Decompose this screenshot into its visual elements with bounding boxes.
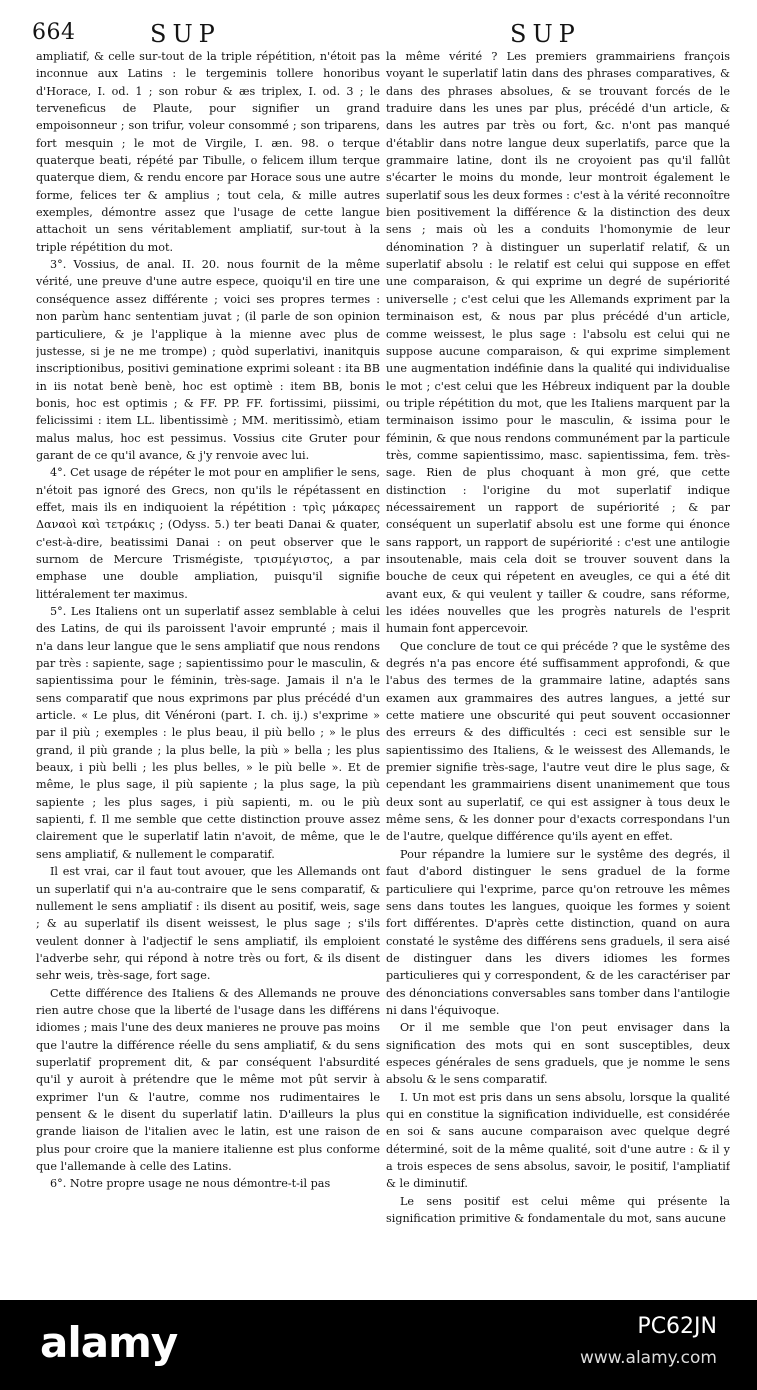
- paragraph: 4°. Cet usage de répéter le mot pour en amplifier le sens, n'étoit pas ignoré des Grecs, non qu'ils le répétassent en effet, mais ils en indiquoient la répétition : τρὶς μάκαρες Δαναοὶ καὶ τετράκις ; (Odyss. 5.) ter beati Danai & quater, c'est-à-dire, beatissimi Danai : on peut observer que le surnom de Mercure Trismégiste, τρισμέγιστος, a par emphase une double ampliation, puisqu'il signifie littéralement ter maximus.: [36, 466, 380, 601]
- paragraph: 5°. Les Italiens ont un superlatif assez semblable à celui des Latins, de qui ils paroissent l'avoir emprunté ; mais il n'a dans leur langue que le sens ampliatif que nous rendons par très : sapiente, sage ; sapientissimo pour le masculin, & sapientissima pour le féminin, très-sage. Jamais il n'a le sens comparatif que nous exprimons par plus précédé d'un article. « Le plus, dit Vénéroni (part. I. ch. ij.) s'exprime » par il più ; exemples : le plus beau, il più bello ; » le plus grand, il più grande ; la plus belle, la più » bella ; les plus beaux, i più belli ; les plus belles, » le più belle ». Et de même, le plus sage, il più sapiente ; la plus sage, la più sapiente ; les plus sages, i più sapienti, m. ou le più sapienti, f. Il me semble que cette distinction prouve assez clairement que le superlatif latin n'avoit, de même, que le sens ampliatif, & nullement le comparatif.: [36, 605, 380, 861]
- site-url[interactable]: www.alamy.com: [579, 1348, 717, 1368]
- paragraph: Or il me semble que l'on peut envisager dans la signification des mots qui en sont susceptibles, deux especes générales de sens graduels, que je nomme le sens absolu & le sens comparatif.: [386, 1021, 730, 1087]
- paragraph: I. Un mot est pris dans un sens absolu, lorsque la qualité qui en constitue la signification individuelle, est considérée en soi & sans aucune comparaison avec quelque degré déterminé, soit de la même qualité, soit d'une autre : & il y a trois especes de sens absolus, savoir, le positif, l'ampliatif & le diminutif.: [386, 1090, 730, 1191]
- paragraph: Cette différence des Italiens & des Allemands ne prouve rien autre chose que la liberté de l'usage dans les différens idiomes ; mais l'une des deux manieres ne prouve pas moins que l'autre la différence réelle du sens ampliatif, & du sens superlatif proprement dit, & par conséquent l'absurdité qu'il y auroit à prétendre que le même mot pût servir à exprimer l'un & l'autre, comme nos rudimentaires le pensent & le disent du superlatif latin. D'ailleurs la plus grande liaison de l'italien avec le latin, est une raison de plus pour croire que la maniere italienne est plus conforme que l'allemande à celle des Latins.: [36, 986, 380, 1173]
- paragraph: 6°. Notre propre usage ne nous démontre-t-il pas: [50, 1177, 331, 1191]
- paragraph: Il est vrai, car il faut tout avouer, que les Allemands ont un superlatif qui n'a au-contraire que le sens comparatif, & nullement le sens ampliatif : ils disent au positif, weis, sage ; & au superlatif ils disent weissest, le plus sage ; s'ils veulent donner à l'adjectif le sens ampliatif, ils emploient l'adverbe sehr, qui répond à notre très ou fort, & ils disent sehr weis, très-sage, fort sage.: [36, 865, 380, 983]
- paragraph: ampliatif, & celle sur-tout de la triple répétition, n'étoit pas inconnue aux Latins : le tergeminis tollere honoribus d'Horace, I. od. 1 ; son robur & æs triplex, I. od. 3 ; le terveneficus de Plaute, pour signifier un grand empoisonneur ; son trifur, voleur consommé ; son triparens, fort mesquin ; le mot de Virgile, I. æn. 98. o terque quaterque beati, répété par Tibulle, o felicem illum terque quaterque diem, & rendu encore par Horace sous une autre forme, felices ter & amplius ; tout cela, & mille autres exemples, démontre assez que l'usage de cette langue attachoit un sens véritablement ampliatif, sur-tout à la triple répétition du mot.: [36, 50, 380, 254]
- page-number: 664: [32, 20, 76, 45]
- page-header: [0, 20, 757, 50]
- running-head-right: SUP: [510, 20, 581, 48]
- paragraph: Que conclure de tout ce qui précéde ? que le systême des degrés n'a pas encore été suffisamment approfondi, & que l'abus des termes de la grammaire latine, adaptés sans examen aux grammaires des autres langues, a jetté sur cette matiere une obscurité qui peut souvent occasionner des erreurs & des difficultés : ceci est sensible sur le sapientissimo des Italiens, & le weissest des Allemands, le premier signifie très-sage, l'autre veut dire le plus sage, & cependant les grammairiens disent unanimement que tous deux sont au superlatif, ce qui est assigner à tous deux le même sens, & les donner pour d'exacts correspondans l'un de l'autre, quelque différence qu'ils ayent en effet.: [386, 639, 730, 844]
- running-head-left: SUP: [150, 20, 221, 48]
- image-id: PC62JN: [637, 1314, 717, 1339]
- watermark-bar: [0, 1300, 757, 1390]
- left-column: [36, 48, 380, 1288]
- paragraph: 3°. Vossius, de anal. II. 20. nous fournit de la même vérité, une preuve d'une autre espece, quoiqu'il en tire une conséquence assez différente ; voici ses propres termes : non parùm hanc sententiam juvat ; (il parle de son opinion particuliere, & je l'applique à la mienne avec plus de justesse, si je ne me trompe) ; quòd superlativi, inanitquis inscriptionibus, positivi geminatione exprimi soleant : ita BB in iis notat benè benè, hoc est optimè : item BB, bonis bonis, hoc est optimis ; & FF. PP. FF. fortissimi, piissimi, felicissimi : item LL. libentissimè ; MM. meritissimò, etiam malus malus, hoc est pessimus. Vossius cite Gruter pour garant de ce qu'il avance, & j'y renvoie avec lui.: [36, 258, 380, 462]
- paragraph: Le sens positif est celui même qui présente la signification primitive & fondamentale du mot, sans aucune: [386, 1194, 730, 1226]
- right-column: [386, 48, 730, 1288]
- brand-logo: alamy: [40, 1318, 178, 1367]
- paragraph: Pour répandre la lumiere sur le systême des degrés, il faut d'abord distinguer le sens graduel de la forme particuliere qui l'exprime, parce qu'on retrouve les mêmes sens dans toutes les langues, quoique les formes y soient fort différentes. D'après cette distinction, quand on aura constaté le systême des différens sens graduels, il sera aisé de distinguer dans les divers idiomes les formes particulieres qui y correspondent, & de les caractériser par des dénonciations conversables sans tomber dans l'antilogie ni dans l'équivoque.: [386, 847, 730, 1017]
- paragraph: la même vérité ? Les premiers grammairiens françois voyant le superlatif latin dans des phrases comparatives, & dans des phrases absolues, & se trouvant forcés de le traduire dans les unes par plus, précédé d'un article, & dans les autres par très ou fort, &c. n'ont pas manqué d'établir dans notre langue deux superlatifs, parce que la grammaire latine, dont ils ne croyoient pas qu'il fallût s'écarter le moins du monde, leur montroit également le superlatif sous les deux formes : c'est à la vérité reconnoître bien positivement la différence & la distinction des deux sens ; mais où les a conduits l'homonymie de leur dénomination ? à distinguer un superlatif relatif, & un superlatif absolu : le relatif est celui qui suppose en effet une comparaison, & qui exprime un degré de supériorité universelle ; c'est celui que les Allemands expriment par la terminaison est, & nous par plus précédé d'un article, comme weissest, le plus sage : l'absolu est celui qui ne suppose aucune comparaison, & qui exprime simplement une augmentation indéfinie dans la qualité qui individualise le mot ; c'est celui que les Hébreux indiquent par la double ou triple répétition du mot, que les Italiens marquent par la terminaison issimo pour le masculin, & issima pour le féminin, & que nous rendons communément par la particule très, comme sapientissimo, masc. sapientissima, fem. très-sage. Rien de plus choquant à mon gré, que cette distinction : l'origine du mot superlatif indique nécessairement un rapport de supériorité ; & par conséquent un superlatif absolu est une forme qui énonce sans rapport, un rapport de supériorité : c'est une antilogie insoutenable, mais cela doit se trouver souvent dans la bouche de ceux qui répetent en aveugles, ce qui a été dit avant eux, & qui veulent y tailler & coudre, sans réforme, les idées nouvelles que les progrès naturels de l'esprit humain font appercevoir.: [386, 50, 730, 636]
